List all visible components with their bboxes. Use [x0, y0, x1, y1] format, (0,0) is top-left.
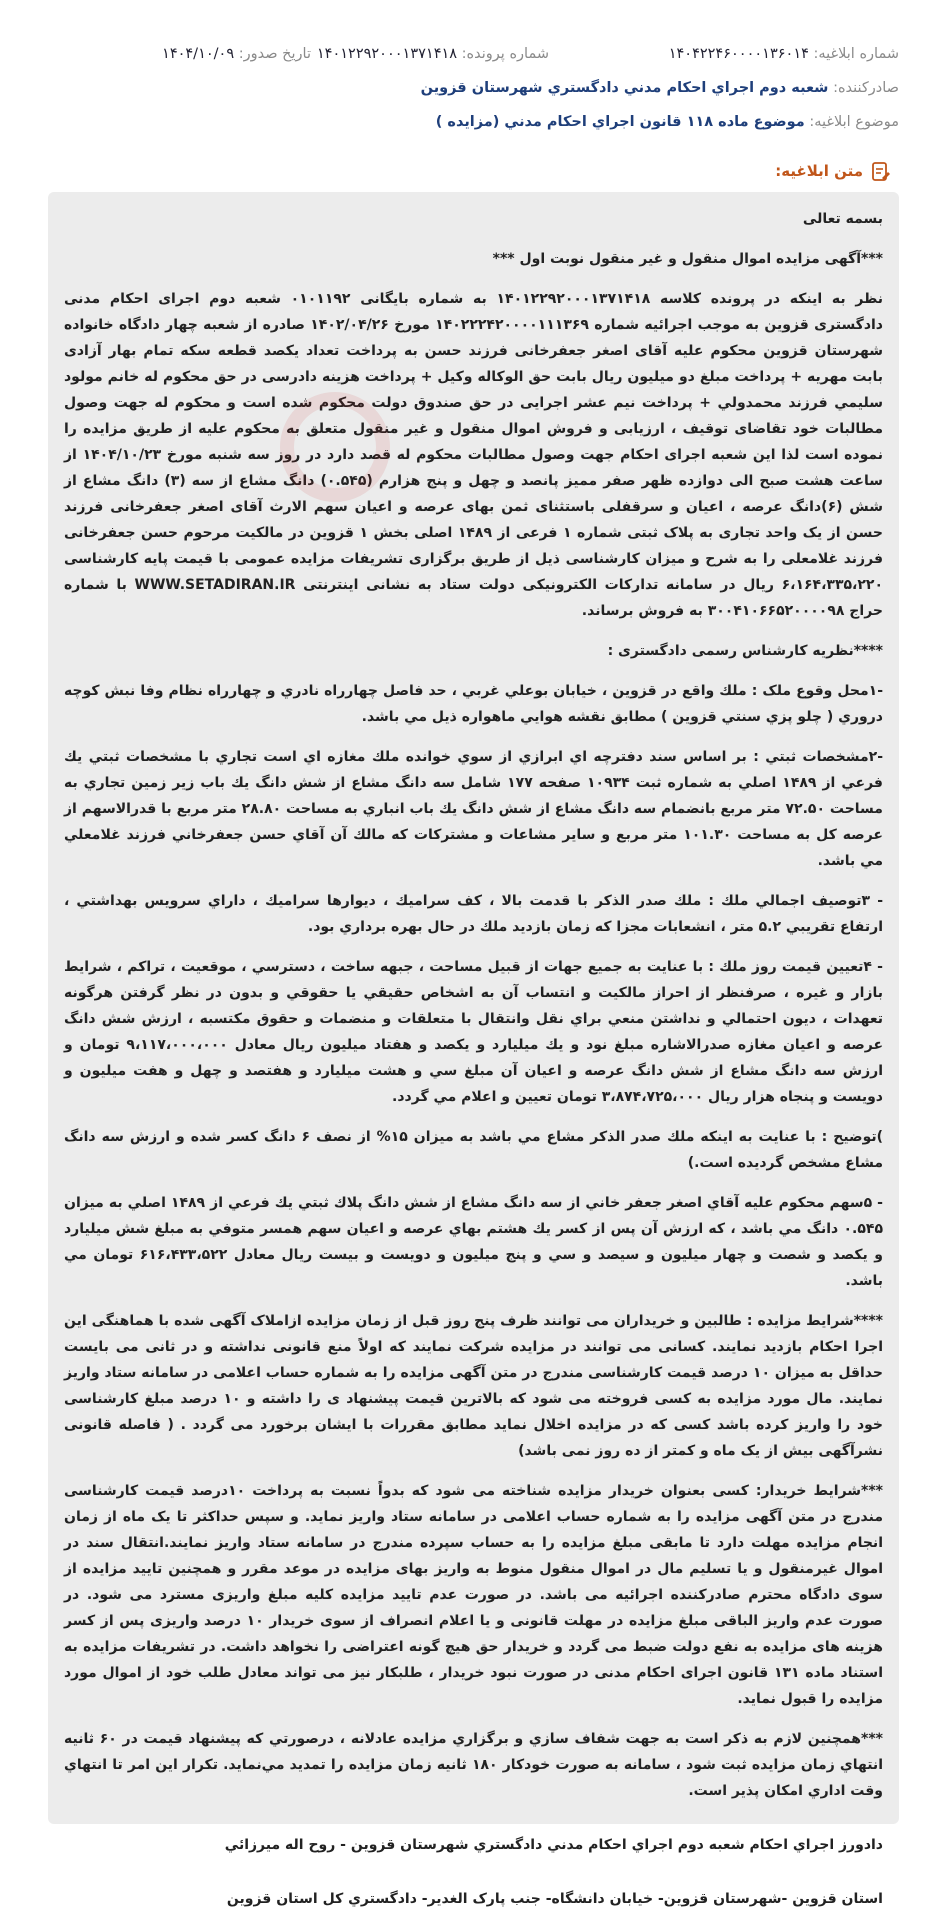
document-notice-icon: [871, 160, 891, 182]
body-signature: دادورز اجراي احكام شعبه دوم اجراي احكام مدني دادگستري شهرستان قزوين - روح اله ميرزائي: [224, 1837, 883, 1853]
issue-date-label: تاريخ صدور:: [238, 46, 311, 62]
notice-number: [669, 46, 899, 62]
notice-number-label: شماره ابلاغيه:: [813, 46, 899, 62]
header-row-issuer: [40, 80, 899, 96]
body-bismillah: بسمه تعالی: [802, 211, 883, 227]
issuer-value: شعبه دوم اجراي احکام مدني دادگستري شهرستان قزوين: [420, 80, 829, 96]
notice-text-heading: [775, 160, 891, 182]
body-share: - ۵سهم محكوم عليه آقاي اصغر جعفر خاني از سه دانگ مشاع از شش دانگ پلاك ثبتي يك فرعي از ۱۴۸۹ اصلي به ميزان ۰.۵۴۵ دانگ مي باشد ، كه ارزش آن پس از كسر يك هشتم بهاي عرصه و اعيان سهم همسر متوفي به مبلغ شش ميليارد و يكصد و شصت و چهار ميليون و سيصد و سي و پنج ميليون و دويست و بيست ريال معادل ۶۱۶،۴۳۳،۵۲۲ تومان مي باشد.: [64, 1195, 883, 1289]
case-number: [317, 46, 549, 62]
issuer-label: صادرکننده:: [833, 80, 899, 96]
body-registration: -۲مشخصات ثبتي : بر اساس سند دفترچه اي ابرازي از سوي خوانده ملك مغازه اي است تجاري با مشخصات ثبتي يك فرعي از ۱۴۸۹ اصلي به شماره ثبت ۱۰۹۳۴ صفحه ۱۷۷ شامل سه دانگ مشاع از شش دانگ يك باب زير زمين تجاري به مساحت ۷۲.۵۰ متر مربع بانضمام سه دانگ مشاع از شش دانگ يك باب انباري به مساحت ۲۸.۸۰ متر مربع با قدرالاسهم از عرصه كل به مساحت ۱۰۱.۳۰ متر مربع و ساير مشاعات و مشتركات كه مالك آن آقاي حسن جعفرخاني فرزند غلامعلي مي باشد.: [64, 749, 883, 869]
body-address: استان قزوین -شهرستان قزوین- خیابان دانشگاه- جنب پارک الغدیر- دادگستري کل استان قزوین: [226, 1891, 883, 1907]
notice-text-label: متن ابلاغيه:: [775, 162, 863, 180]
subject-value: موضوع ماده ۱۱۸ قانون اجراي احکام مدني (مزايده ): [435, 114, 805, 130]
case-number-label: شماره پرونده:: [461, 46, 549, 62]
body-explanation: )توضيح : با عنايت به اينكه ملك صدر الذكر مشاع مي باشد به ميزان ۱۵% از نصف ۶ دانگ كسر شده و ارزش سه دانگ مشاع مشخص گرديده است.): [64, 1129, 884, 1171]
body-location: -۱محل وقوع ملک : ملك واقع در قزوين ، خيابان بوعلي غربي ، حد فاصل چهارراه نادري و چهارراه نظام وفا نبش كوچه دروري ( چلو پزي سنتي قزوين ) مطابق نقشه هوايي ماهواره ذيل مي باشد.: [64, 683, 883, 725]
notice-number-value: ۱۴۰۴۲۲۴۶۰۰۰۰۱۳۶۰۱۴: [668, 46, 809, 62]
issue-date: [162, 46, 311, 62]
body-main-paragraph: نظر به اینکه در پرونده کلاسه ۱۴۰۱۲۲۹۲۰۰۰۱۳۷۱۴۱۸ به شماره بایگانی ۰۱۰۱۱۹۲ شعبه دوم اجرای احکام مدنی دادگستری قزوین به موجب اجرائیه شماره ۱۴۰۲۲۲۴۲۰۰۰۰۱۱۱۳۶۹ مورخ ۱۴۰۲/۰۴/۲۶ صادره از شعبه چهار دادگاه خانواده شهرستان قزوین محکوم علیه آقای اصغر جعفرخانی فرزند حسن به پرداخت تعداد یکصد قطعه سکه تمام بهار آزادی بابت مهریه + پرداخت مبلغ دو میلیون ریال بابت حق الوکاله وکیل + پرداخت هزینه دادرسی در حق محکوم له خانم مولود سلیمي فرزند محمدولي + پرداخت نیم عشر اجرایی در حق صندوق دولت محکوم شده است و محکوم له جهت وصول مطالبات خود تقاضای توقیف ، ارزیابی و فروش اموال منقول و غیر منقول متعلق به محکوم علیه از طریق مزایده را نموده است لذا این شعبه اجرای احکام جهت وصول مطالبات محکوم له قصد دارد در روز سه شنبه مورخ ۱۴۰۴/۱۰/۲۳ از ساعت هشت صبح الی دوازده ظهر صفر ممیز پانصد و چهل و پنج هزارم (۰.۵۴۵) دانگ مشاع از سه (۳) دانگ مشاع از شش (۶)دانگ عرصه ، اعیان و سرقفلی باستثنای ثمن بهای عرصه و اعیان سهم الارث آقای اصغر جعفرخانی فرزند حسن از یک واحد تجاری به پلاک ثبتی شماره ۱ فرعی از ۱۴۸۹ اصلی بخش ۱ قزوین در مالکیت مرحوم حسن جعفرخانی فرزند غلامعلی را به شرح و میزان کارشناسی ذیل از طریق برگزاری تشریفات مزایده عمومی با قیمت پایه کارشناسی ۶،۱۶۴،۳۳۵،۲۲۰ ریال در سامانه تدارکات الکترونیکی دولت ستاد به نشانی اینترنتی WWW.SETADIRAN.IR با شماره حراج ۳۰۰۴۱۰۶۶۵۲۰۰۰۰۹۸ به فروش برساند.: [64, 291, 884, 619]
header-row-subject: [40, 114, 899, 130]
body-buyer-terms: ***شرایط خریدار: کسی بعنوان خریدار مزایده شناخته می شود که بدواً نسبت به پرداخت ۱۰درصد قیمت کارشناسی مندرج در متن آگهی مزایده را به شماره حساب اعلامی در سامانه ستاد واریز نماید. و سپس حداکثر تا یک ماه از زمان انجام مزایده مهلت دارد تا مابقی مبلغ مزایده را به حساب سپرده مندرج در سامانه ستاد واریز نمایند.انتقال سند در اموال غیرمنقول و یا تسلیم مال در اموال منقول منوط به واریز بهای مزایده در موعد مقرر و همچنین تایید مزایده از سوی دادگاه محترم صادرکننده اجرائیه می باشد. در صورت عدم تایید مزایده کلیه مبلغ واریزی مسترد می شود. در صورت عدم واریز الباقی مبلغ مزایده در مهلت قانونی و یا اعلام انصراف از سوی خریدار ۱۰ درصد واریزی پس از کسر هزینه های مزایده به نفع دولت ضبط می گردد و خریدار حق هیچ گونه اعتراضی را نخواهد داشت. در تشریفات مزایده به استناد ماده ۱۳۱ قانون اجرای احکام مدنی در صورت نبود خریدار ، طلبکار نیز می تواند معادل طلب خود از اموال مورد مزایده را قبول نماید.: [64, 1483, 884, 1707]
body-auction-terms: ****شرایط مزایده : طالبین و خریداران می توانند ظرف پنج روز قبل از زمان مزایده ازاملاک آگهی شده با هماهنگی این اجرا احکام بازدید نمایند. کسانی می توانند در مزایده شرکت نمایند که اولاً منع قانونی نداشته و در ثانی می بایست حداقل به میزان ۱۰ درصد قیمت کارشناسی مندرج در متن آگهی مزایده را به شماره حساب اعلامی در سامانه ستاد واریز نمایند. مال مورد مزایده به کسی فروخته می شود که بالاترین قیمت پیشنهاد ی را داشته و ۱۰ درصد مبلغ کارشناسی خود را واریز کرده باشد کسی که در مزایده اخلال نماید مطابق مقررات با ایشان برخورد می گردد . ( فاصله قانونی نشرآگهی بیش از یک ماه و کمتر از ده روز نمی باشد): [64, 1313, 883, 1459]
body-expert-heading: ****نظریه کارشناس رسمی دادگستری :: [607, 643, 883, 659]
subject-label: موضوع ابلاغيه:: [809, 114, 899, 130]
body-valuation: - ۴تعيين قيمت روز ملك : با عنايت به جميع جهات از قبيل مساحت ، جبهه ساخت ، دسترسي ، موقعيت ، تراكم ، شرايط بازار و غيره ، صرفنظر از احراز مالكيت و انتساب آن به اشخاص حقيقي يا حقوقي و بدون در نظر گرفتن هرگونه تعهدات ، ديون احتمالي و نداشتن منعي براي نقل وانتقال با متعلقات و منضمات و حقوق مكتسبه ، ارزش شش دانگ عرصه و اعيان مغازه صدرالاشاره مبلغ نود و يك ميليارد و يكصد و هفتاد ميليون ريال معادل ۹،۱۱۷،۰۰۰،۰۰۰ تومان و ارزش سه دانگ مشاع از شش دانگ عرصه و اعيان آن مبلغ سي و هشت ميليارد و هفتصد و چهل و هفت ميليون و دويست و پنجاه هزار ريال ۳،۸۷۴،۷۲۵،۰۰۰ تومان تعيين و اعلام مي گردد.: [64, 959, 884, 1105]
case-number-value: ۱۴۰۱۲۲۹۲۰۰۰۱۳۷۱۴۱۸: [316, 46, 458, 62]
issue-date-value: ۱۴۰۴/۱۰/۰۹: [162, 46, 235, 62]
body-extension-note: ***همچنین لازم به ذکر است به جهت شفاف سازي و برگزاري مزايده عادلانه ، درصورتي که پيشنهاد قيمت در ۶۰ ثانيه انتهاي زمان مزايده ثبت شود ، سامانه به صورت خودکار ۱۸۰ ثانيه زمان مزايده را تمديد مي‌نمايد. تکرار اين امر تا انتهاي وقت اداري امکان پذير است.: [64, 1731, 883, 1799]
notice-body: [48, 192, 899, 1907]
body-description: - ۳توصيف اجمالي ملك : ملك صدر الذكر با قدمت بالا ، كف سراميك ، ديوارها سراميك ، داراي سرويس بهداشتي ، ارتفاع تقريبي ۵.۲ متر ، انشعابات مجزا كه زمان بازديد ملك در حال بهره برداري بود.: [64, 893, 883, 935]
body-heading: ***آگهی مزایده اموال منقول و غیر منقول نوبت اول ***: [492, 251, 883, 267]
